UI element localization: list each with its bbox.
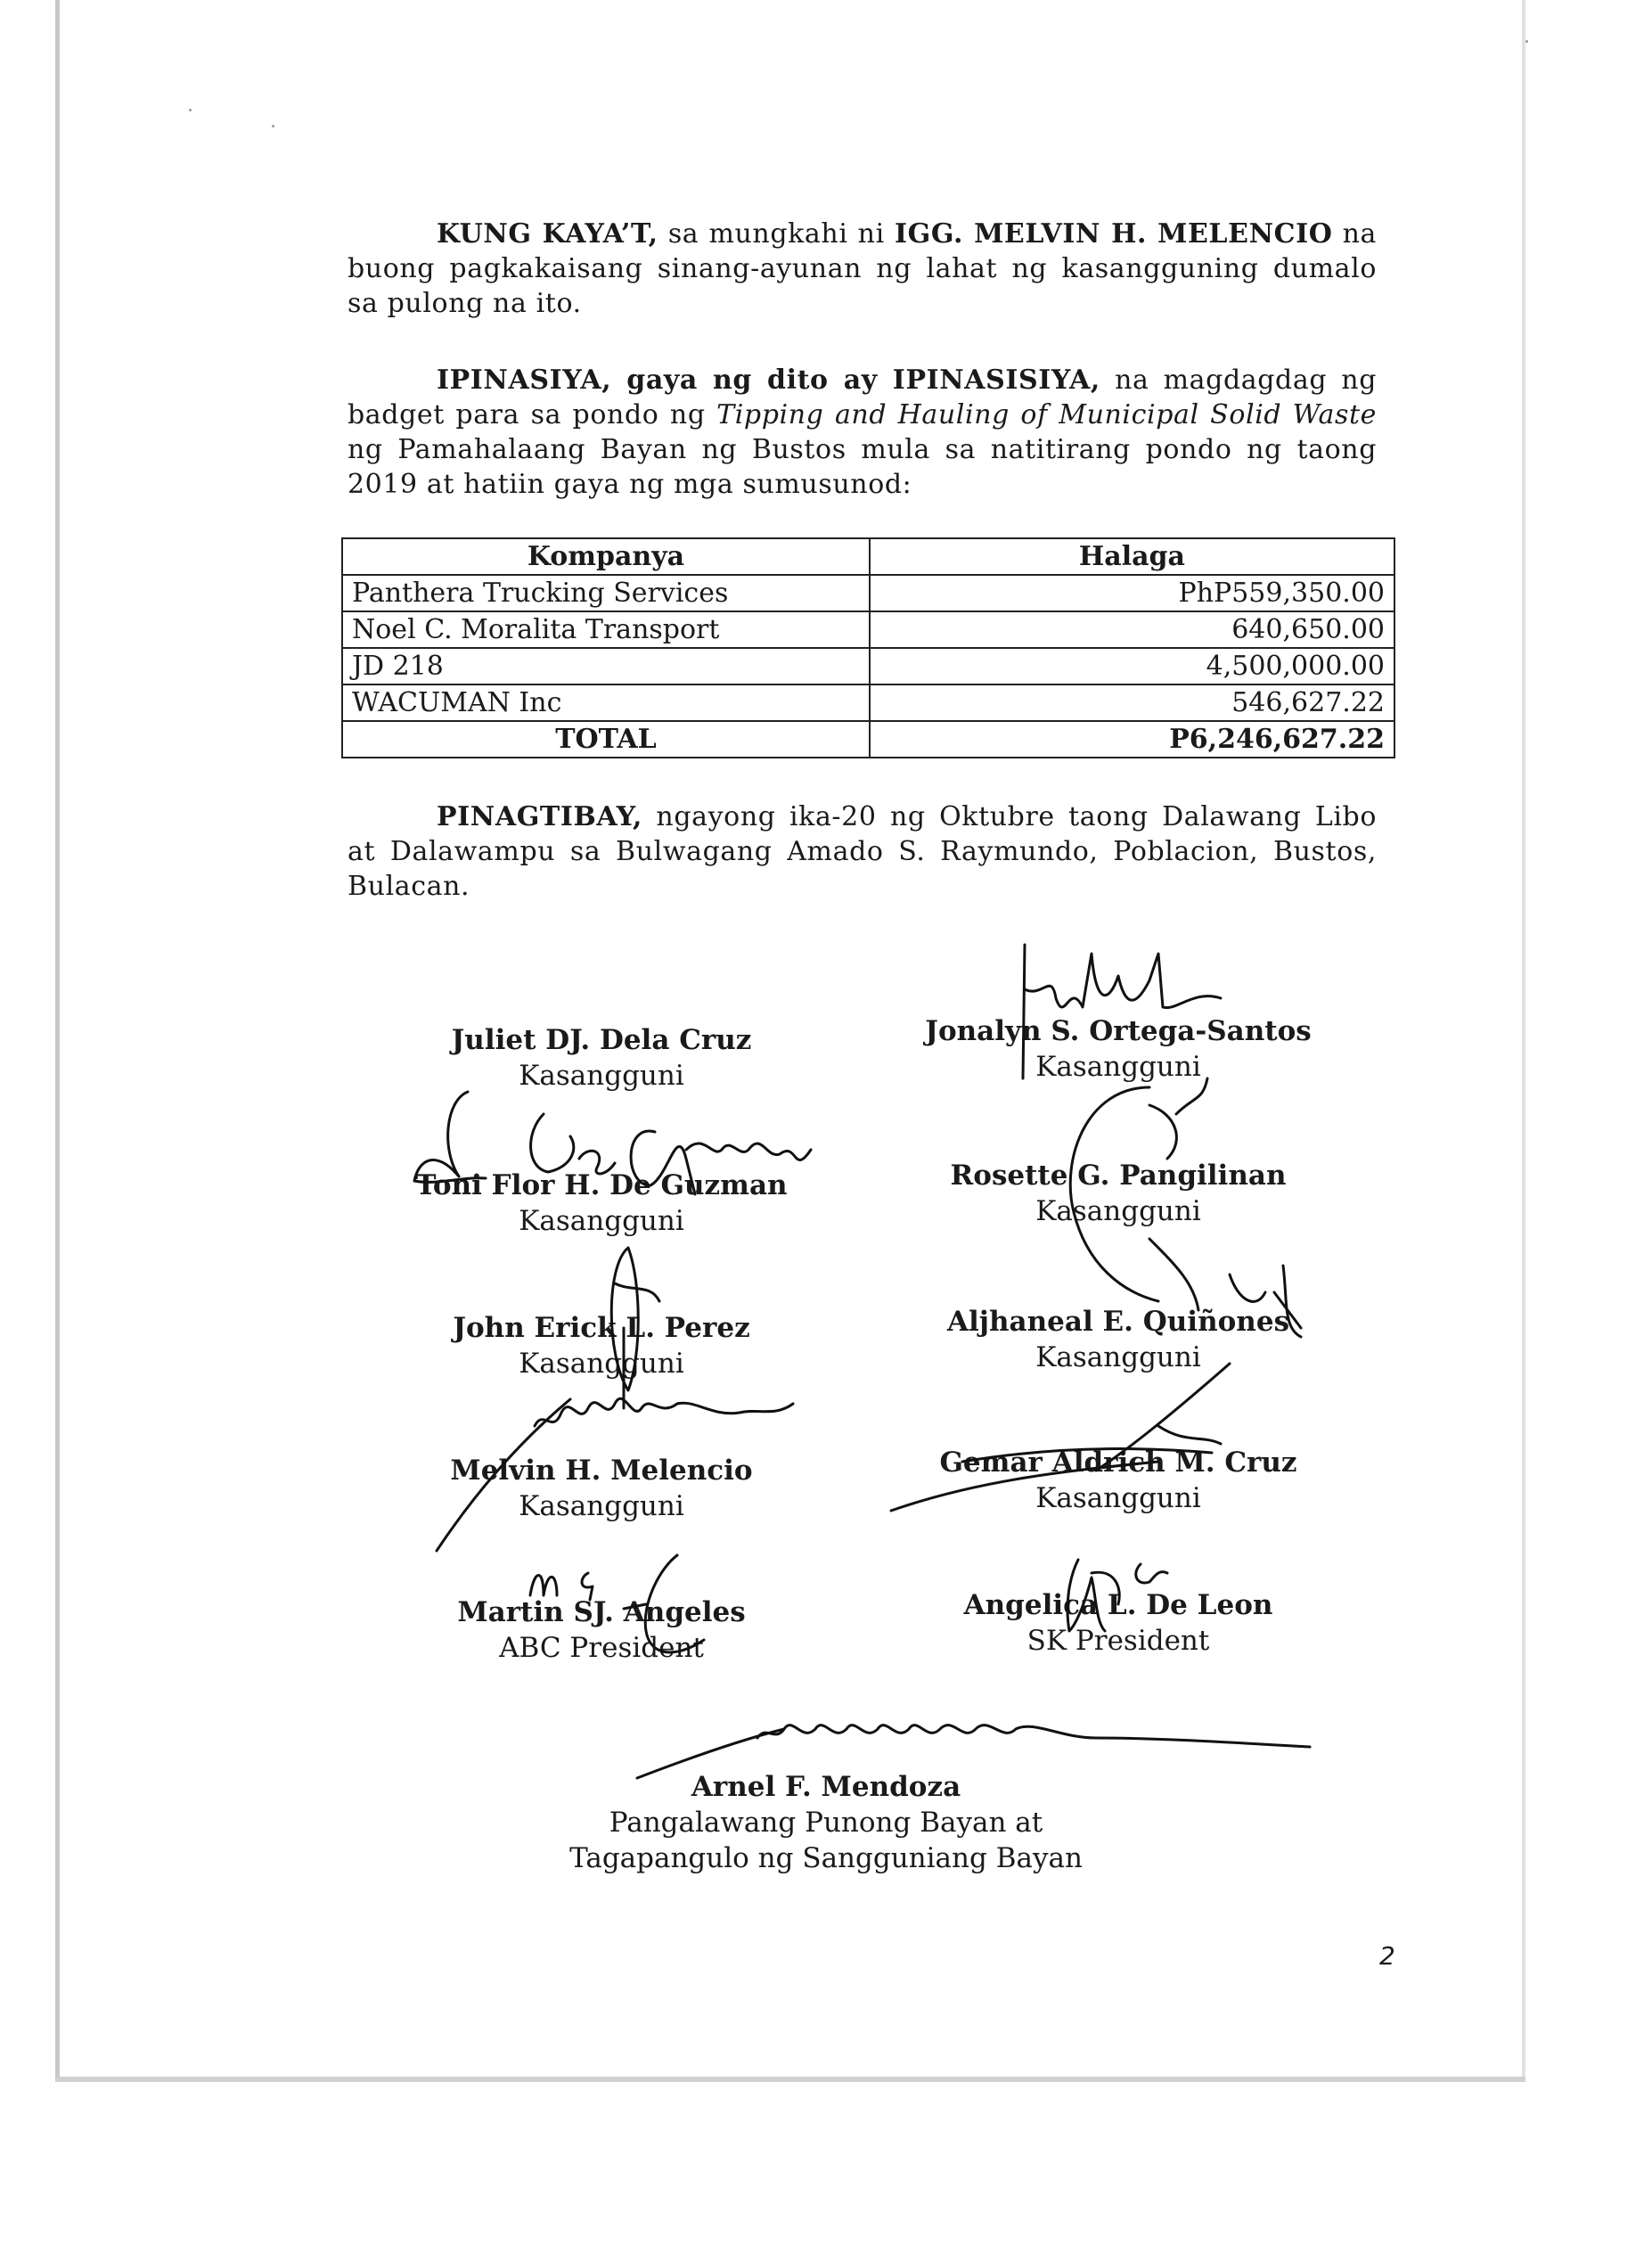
table-header-row — [342, 538, 1394, 575]
budget-table — [341, 537, 1395, 758]
signatory-name: Rosette G. Pangilinan — [950, 1160, 1287, 1192]
signatory-role: ABC President — [499, 1632, 704, 1664]
signatory-name: Gemar Aldrich M. Cruz — [939, 1447, 1297, 1479]
page-edge-left — [55, 0, 60, 2081]
signatory-role: Kasangguni — [519, 1060, 684, 1092]
presiding-officer-block — [559, 1769, 1093, 1876]
signatory-block — [869, 1158, 1368, 1229]
scan-speck — [272, 125, 274, 127]
signatory-role: Kasangguni — [1035, 1341, 1201, 1373]
scan-speck — [189, 109, 192, 111]
header-kompanya: Kompanya — [342, 538, 870, 575]
signatory-block — [352, 1022, 851, 1094]
page-edge-bottom — [55, 2077, 1525, 2082]
paragraph-ipinasiya — [348, 363, 1377, 502]
company-cell: JD 218 — [342, 648, 870, 684]
presiding-role-line2: Tagapangulo ng Sangguniang Bayan — [569, 1842, 1083, 1874]
signatory-name: Juliet DJ. Dela Cruz — [451, 1024, 752, 1056]
signatory-block — [869, 1013, 1368, 1085]
header-halaga: Halaga — [870, 538, 1394, 575]
page-edge-right — [1522, 0, 1525, 2082]
paragraph-kung-kayat — [348, 217, 1377, 321]
signatory-name: Aljhaneal E. Quiñones — [946, 1306, 1290, 1338]
signatory-name: Toni Flor H. De Guzman — [415, 1169, 788, 1201]
signatory-block — [869, 1587, 1368, 1659]
table-row — [342, 648, 1394, 684]
presiding-role-line1: Pangalawang Punong Bayan at — [609, 1807, 1043, 1839]
presiding-name: Arnel F. Mendoza — [691, 1771, 961, 1803]
kung-kayat-text-b: na buong pagkakaisang sinang-ayunan ng lahat ng kasangguning dumalo sa pulong na ito. — [348, 218, 1378, 319]
table-row — [342, 611, 1394, 648]
kung-kayat-lead: KUNG KAYA’T, — [437, 218, 658, 250]
signatory-block — [352, 1168, 851, 1239]
signatory-block — [352, 1594, 851, 1666]
table-row — [342, 684, 1394, 721]
ipinasiya-italic: Tipping and Hauling of Municipal Solid Waste — [716, 399, 1377, 430]
signatory-role: Kasangguni — [519, 1205, 684, 1237]
amount-cell: 546,627.22 — [870, 684, 1394, 721]
signatory-role: SK President — [1026, 1625, 1210, 1657]
table-total-row — [342, 721, 1394, 758]
signatory-name: John Erick L. Perez — [453, 1312, 750, 1344]
total-label: TOTAL — [342, 721, 870, 758]
company-cell: Panthera Trucking Services — [342, 575, 870, 611]
paragraph-pinagtibay — [348, 799, 1377, 904]
amount-cell: PhP559,350.00 — [870, 575, 1394, 611]
signatory-block — [352, 1310, 851, 1381]
signatory-block — [869, 1445, 1368, 1516]
ipinasiya-text-a: na magdagdag ng badget para sa pondo ng — [348, 365, 1377, 430]
table-row — [342, 575, 1394, 611]
signatory-block — [869, 1304, 1368, 1375]
signatory-name: Martin SJ. Angeles — [457, 1596, 746, 1628]
company-cell: WACUMAN Inc — [342, 684, 870, 721]
amount-cell: 4,500,000.00 — [870, 648, 1394, 684]
ipinasiya-lead: IPINASIYA, gaya ng dito ay IPINASISIYA, — [437, 365, 1100, 396]
pinagtibay-text: ngayong ika-20 ng Oktubre taong Dalawang Libo at Dalawampu sa Bulwagang Amado S. Raymundo, Poblacion, Bustos, Bulacan. — [348, 801, 1377, 902]
scan-speck — [1525, 40, 1528, 43]
signatory-block — [352, 1453, 851, 1524]
signatory-role: Kasangguni — [1035, 1195, 1201, 1227]
signatory-name: Melvin H. Melencio — [450, 1455, 753, 1487]
signatory-role: Kasangguni — [519, 1490, 684, 1522]
signatory-role: Kasangguni — [519, 1348, 684, 1380]
kung-kayat-text-a: sa mungkahi ni — [658, 218, 895, 250]
signatory-name: Angelica L. De Leon — [963, 1589, 1273, 1621]
kung-kayat-name: IGG. MELVIN H. MELENCIO — [894, 218, 1333, 250]
company-cell: Noel C. Moralita Transport — [342, 611, 870, 648]
page-number: 2 — [1379, 1941, 1395, 1971]
total-amount: P6,246,627.22 — [870, 721, 1394, 758]
ipinasiya-text-b: ng Pamahalaang Bayan ng Bustos mula sa natitirang pondo ng taong 2019 at hatiin gaya ng mga sumusunod: — [348, 434, 1377, 500]
signatory-role: Kasangguni — [1035, 1051, 1201, 1083]
signatory-role: Kasangguni — [1035, 1482, 1201, 1514]
signatory-name: Jonalyn S. Ortega-Santos — [925, 1015, 1312, 1047]
amount-cell: 640,650.00 — [870, 611, 1394, 648]
pinagtibay-lead: PINAGTIBAY, — [437, 801, 642, 832]
